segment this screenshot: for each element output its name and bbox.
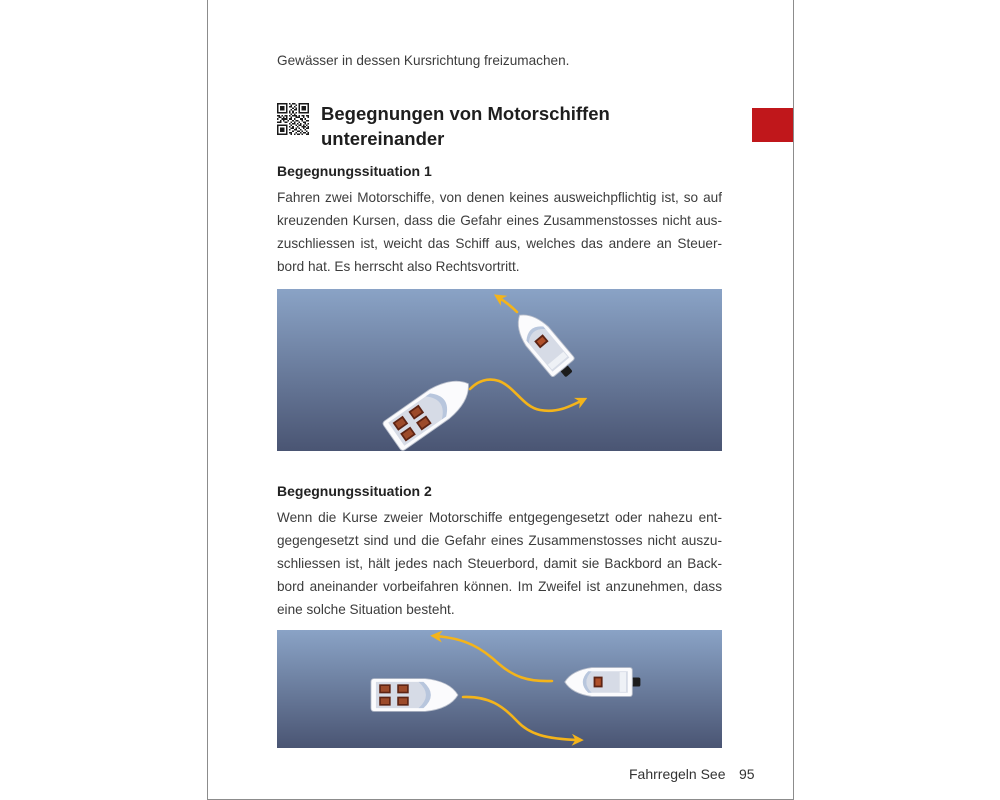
paragraph-line: gegengesetzt sind und die Gefahr eines Zusammenstosses nicht auszu- xyxy=(277,533,722,548)
water-background xyxy=(277,289,722,451)
heading-line: untereinander xyxy=(321,128,445,149)
subheading-situation-2: Begegnungssituation 2 xyxy=(277,483,432,499)
paragraph-situation-2 xyxy=(277,506,722,621)
footer-chapter-title: Fahrregeln See xyxy=(629,766,726,782)
intro-line xyxy=(277,49,722,72)
footer-page-number: 95 xyxy=(739,766,755,782)
paragraph-situation-1 xyxy=(277,186,722,278)
illustration-crossing-courses xyxy=(277,289,722,451)
paragraph-line: Fahren zwei Motorschiffe, von denen keines ausweichpflichtig ist, so auf xyxy=(277,190,722,205)
paragraph-line: schliessen ist, hält jedes nach Steuerbord, damit sie Backbord an Back- xyxy=(277,556,722,571)
chapter-tab-marker xyxy=(752,108,793,142)
paragraph-line: Wenn die Kurse zweier Motorschiffe entgegengesetzt oder nahezu ent- xyxy=(277,510,722,525)
qr-code-icon xyxy=(277,103,309,135)
paragraph-line: Gewässer in dessen Kursrichtung freizumachen. xyxy=(277,53,570,68)
water-background xyxy=(277,630,722,748)
paragraph-line: kreuzenden Kursen, dass die Gefahr eines Zusammenstosses nicht aus- xyxy=(277,213,722,228)
section-heading xyxy=(321,101,721,151)
heading-line: Begegnungen von Motorschiffen xyxy=(321,103,610,124)
paragraph-line: bord hat. Es herrscht also Rechtsvortritt. xyxy=(277,259,520,274)
illustration-head-on-courses xyxy=(277,630,722,748)
motorboat-westbound xyxy=(565,668,641,697)
paragraph-line: eine solche Situation besteht. xyxy=(277,602,455,617)
paragraph-line: bord aneinander vorbeifahren können. Im Zweifel ist anzunehmen, dass xyxy=(277,579,722,594)
subheading-situation-1: Begegnungssituation 1 xyxy=(277,163,432,179)
motorboat-eastbound xyxy=(371,679,458,712)
paragraph-line: zuschliessen ist, weicht das Schiff aus, welches das andere an Steuer- xyxy=(277,236,722,251)
